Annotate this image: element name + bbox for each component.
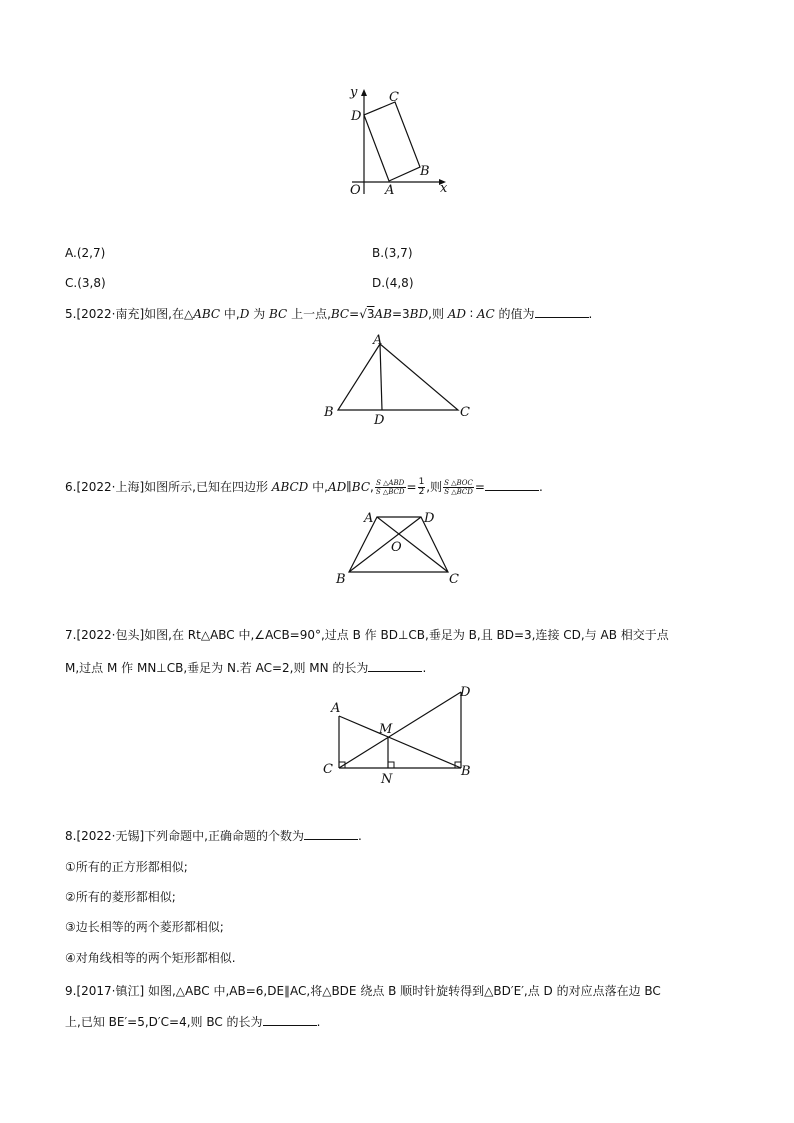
label-c: C	[460, 405, 470, 420]
q5-t4: ,则	[428, 307, 448, 321]
label-d: D	[460, 685, 471, 700]
label-m: M	[379, 722, 393, 737]
label-c: C	[323, 762, 333, 777]
q7-end: .	[422, 661, 427, 675]
question-6	[65, 478, 543, 497]
label-a: A	[364, 511, 374, 526]
label-b: B	[420, 164, 430, 179]
answer-blank[interactable]	[263, 1014, 317, 1026]
diagonal-bd	[349, 517, 421, 572]
question-7-line-1: 7.[2022·包头]如图,在 Rt△ABC 中,∠ACB=90°,过点 B 作 BD⊥CB,垂足为 B,且 BD=3,连接 CD,与 AB 相交于点	[65, 628, 669, 642]
q5-end: .	[588, 307, 593, 321]
label-o: O	[350, 183, 361, 198]
segment-ad	[380, 344, 382, 410]
question-9-line-1: 9.[2017·镇江] 如图,△ABC 中,AB=6,DE∥AC,将△BDE 绕点 B 顺时针旋转得到△BD′E′,点 D 的对应点落在边 BC	[65, 984, 661, 998]
option-b: B.(3,7)	[372, 246, 413, 260]
label-b: B	[324, 405, 334, 420]
q5-d: D	[239, 307, 250, 321]
q8-item-3: ③边长相等的两个菱形都相似;	[65, 920, 224, 934]
q5-ac: AC	[476, 307, 495, 321]
q8-item-1: ①所有的正方形都相似;	[65, 860, 188, 874]
q8-end: .	[357, 829, 362, 843]
segment-ab	[339, 716, 461, 768]
figure-rectangle-coordinate	[340, 82, 460, 202]
q5-bc: BC	[269, 307, 288, 321]
q8-item-2: ②所有的菱形都相似;	[65, 890, 176, 904]
q6-eq2: =	[474, 480, 485, 494]
q5-prefix: 5.[2022·南充]如图,在△	[65, 307, 194, 321]
label-a: A	[385, 183, 395, 198]
q5-sqrt3: 3	[366, 307, 375, 321]
fraction-boc-bcd: $\frac{\text{S △BOC}}{\text{S △BCD}}$	[444, 479, 473, 496]
fraction-half: $\frac{1}{2}$	[418, 477, 425, 497]
sqrt-symbol: √	[359, 307, 367, 321]
q5-colon: ∶	[466, 307, 477, 321]
label-a: A	[331, 701, 341, 716]
option-c: C.(3,8)	[65, 276, 106, 290]
q5-ad: AD	[447, 307, 467, 321]
label-d: D	[424, 511, 435, 526]
label-d: D	[374, 413, 385, 428]
question-5	[65, 306, 592, 322]
answer-blank[interactable]	[485, 479, 539, 491]
q6-t2: ,则	[426, 480, 443, 494]
label-n: N	[381, 772, 393, 787]
q5-abc: ABC	[193, 307, 221, 321]
q5-t2: 为	[249, 307, 270, 321]
question-9-line-2	[65, 1014, 320, 1030]
label-b: B	[336, 572, 346, 587]
answer-blank[interactable]	[304, 828, 358, 840]
q5-t3: 上一点,	[287, 307, 331, 321]
question-8-stem	[65, 828, 362, 844]
q6-eq: =	[406, 480, 417, 494]
label-a: A	[373, 333, 383, 348]
q6-ad-par-bc: AD∥BC	[327, 480, 371, 494]
label-c: C	[389, 90, 399, 105]
answer-blank[interactable]	[535, 306, 589, 318]
q5-eq2: =3	[391, 307, 410, 321]
q6-abcd: ABCD	[271, 480, 309, 494]
q6-comma: ,	[370, 480, 374, 494]
figure-q6-trapezoid	[328, 508, 468, 588]
label-b: B	[461, 764, 471, 779]
q5-ab: AB	[374, 307, 392, 321]
q5-t1: 中,	[220, 307, 240, 321]
q5-bc2: BC	[330, 307, 350, 321]
q8-stem-text: 8.[2022·无锡]下列命题中,正确命题的个数为	[65, 829, 304, 843]
q8-item-4: ④对角线相等的两个矩形都相似.	[65, 951, 236, 965]
figure-q5-triangle	[318, 332, 478, 432]
q5-bd: BD	[409, 307, 429, 321]
label-d: D	[351, 109, 362, 124]
q9-line2: 上,已知 BE′=5,D′C=4,则 BC 的长为	[65, 1015, 263, 1029]
q7-line2: M,过点 M 作 MN⊥CB,垂足为 N.若 AC=2,则 MN 的长为	[65, 661, 369, 675]
question-7-line-2	[65, 660, 426, 676]
q5-t5: 的值为	[494, 307, 535, 321]
q6-t1: 中,	[308, 480, 328, 494]
label-c: C	[449, 572, 459, 587]
option-d: D.(4,8)	[372, 276, 414, 290]
option-a: A.(2,7)	[65, 246, 106, 260]
triangle-abc	[338, 344, 458, 410]
figure-q7	[318, 682, 488, 790]
label-o: O	[391, 540, 402, 555]
y-axis-arrow	[361, 89, 367, 96]
right-angle-n	[388, 762, 394, 768]
q6-end: .	[538, 480, 543, 494]
q5-eq1: =	[349, 307, 360, 321]
q9-end: .	[316, 1015, 321, 1029]
label-y: y	[350, 85, 358, 100]
segment-cd	[339, 692, 461, 768]
diagonal-ac	[377, 517, 448, 572]
rectangle-abcd	[364, 102, 420, 181]
label-x: x	[440, 181, 448, 196]
fraction-abd-bcd: $\frac{\text{S △ABD}}{\text{S △BCD}}$	[375, 479, 405, 496]
q6-prefix: 6.[2022·上海]如图所示,已知在四边形	[65, 480, 272, 494]
answer-blank[interactable]	[368, 660, 422, 672]
